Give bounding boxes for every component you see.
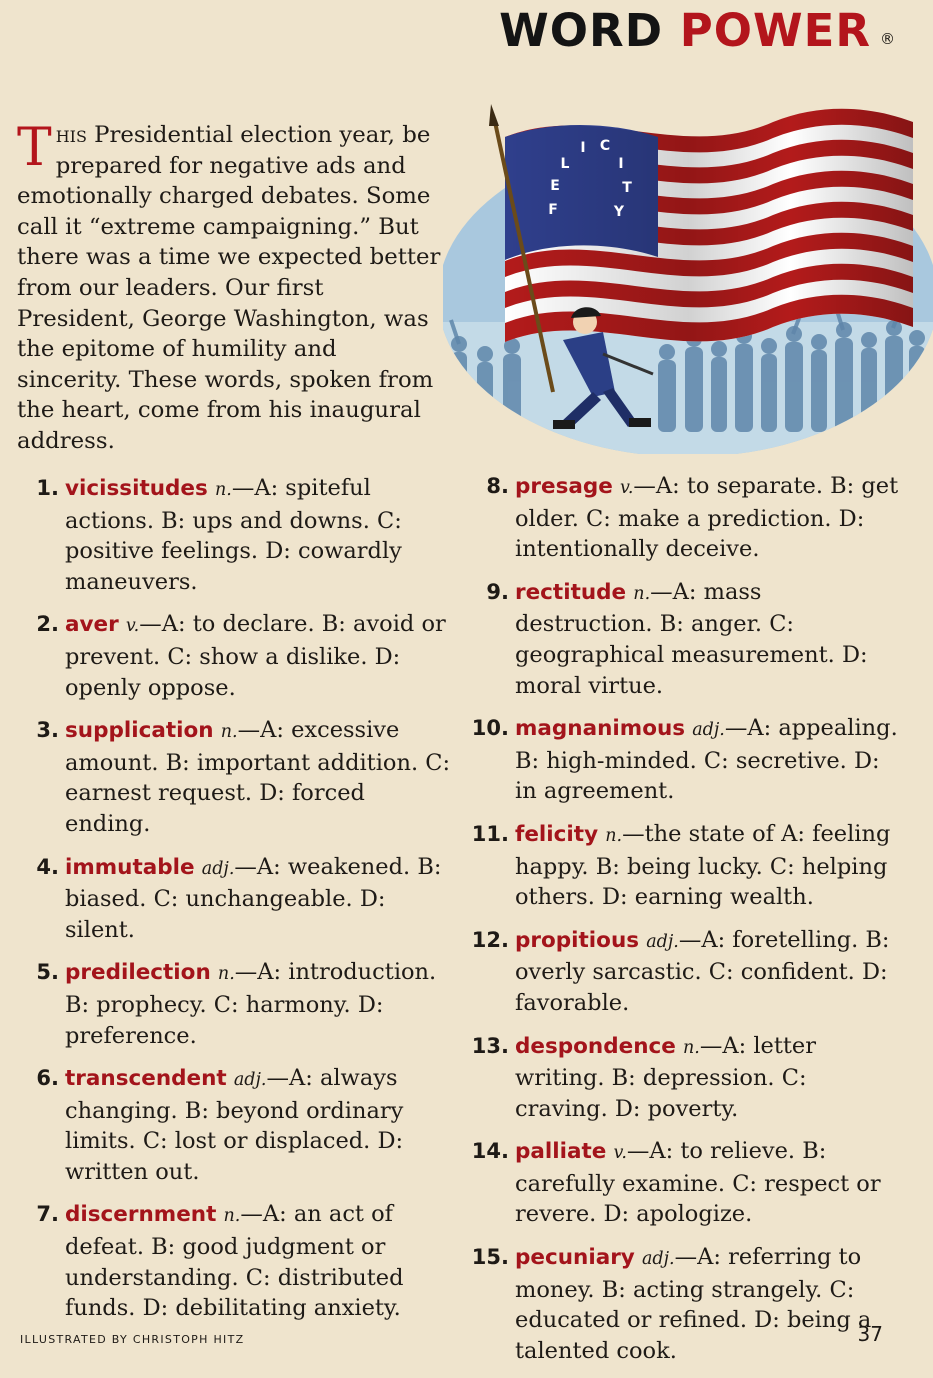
part-of-speech: v. xyxy=(613,1143,627,1164)
definition-options: —A: mass destruction. B: anger. C: geographical measurement. D: moral virtue. xyxy=(515,578,868,699)
part-of-speech: adj. xyxy=(646,931,679,952)
item-number: 13. xyxy=(471,1033,509,1058)
quiz-item xyxy=(467,1136,902,1230)
vocab-word: vicissitudes xyxy=(65,476,208,501)
item-number: 11. xyxy=(471,821,509,846)
flag-letter: I xyxy=(580,140,586,156)
item-number: 8. xyxy=(486,474,509,498)
vocab-word: supplication xyxy=(65,718,214,744)
item-number: 15. xyxy=(471,1245,509,1270)
part-of-speech: adj. xyxy=(201,858,235,879)
definition-options: —the state of A: feeling happy. B: being lucky. C: helping others. D: earning wealth. xyxy=(515,820,891,911)
item-number: 4. xyxy=(36,854,59,879)
intro-smallcaps: his xyxy=(55,122,87,148)
vocab-word: magnanimous xyxy=(515,716,686,742)
illustration-credit: ILLUSTRATED BY CHRISTOPH HITZ xyxy=(20,1333,245,1346)
part-of-speech: n. xyxy=(605,825,623,846)
definition-options: —A: to separate. B: get older. C: make a prediction. D: intentionally deceive. xyxy=(515,473,899,563)
flag-letter: L xyxy=(560,156,570,172)
quiz-item xyxy=(17,1199,452,1323)
definition-options: —A: referring to money. B: acting strangely. C: educated or refined. D: being a talented cook. xyxy=(515,1244,872,1364)
definition-options: —A: spiteful actions. B: ups and downs. C: positive feelings. D: cowardly maneuvers. xyxy=(65,475,402,595)
quiz-item xyxy=(467,925,902,1019)
quiz-item xyxy=(467,819,902,913)
definition-options: —A: foretelling. B: overly sarcastic. C: confident. D: favorable. xyxy=(515,926,890,1016)
quiz-item xyxy=(467,577,902,701)
quiz-item xyxy=(467,1242,902,1366)
quiz-item xyxy=(17,957,452,1051)
flag xyxy=(505,109,913,342)
item-number: 1. xyxy=(36,476,59,500)
flag-letter: C xyxy=(599,138,611,154)
vocab-word: rectitude xyxy=(515,579,627,605)
definition-options: —A: to declare. B: avoid or prevent. C: show a dislike. D: openly oppose. xyxy=(65,611,446,701)
page-title xyxy=(499,4,895,57)
quiz-item xyxy=(467,713,902,807)
vocab-word: presage xyxy=(515,474,613,499)
title-word: WORD xyxy=(499,4,664,57)
flag-letter: I xyxy=(618,156,624,172)
flag-letter: E xyxy=(550,178,560,194)
vocab-word: propitious xyxy=(515,927,640,953)
part-of-speech: n. xyxy=(220,722,238,743)
quiz-left-column xyxy=(17,473,452,1336)
vocab-word: despondence xyxy=(515,1033,676,1059)
part-of-speech: n. xyxy=(223,1206,241,1227)
item-number: 5. xyxy=(36,960,59,985)
vocab-word: felicity xyxy=(515,821,599,847)
vocab-word: discernment xyxy=(65,1202,217,1228)
item-number: 10. xyxy=(471,716,509,741)
definition-options: —A: to relieve. B: carefully examine. C: respect or revere. D: apologize. xyxy=(515,1138,881,1228)
definition-options: —A: always changing. B: beyond ordinary limits. C: lost or displaced. D: written out. xyxy=(65,1065,404,1185)
item-number: 14. xyxy=(471,1139,509,1164)
part-of-speech: n. xyxy=(633,583,651,604)
flag-illustration xyxy=(443,92,933,454)
page-number: 37 xyxy=(857,1322,883,1346)
flag-letter: T xyxy=(622,180,632,196)
part-of-speech: adj. xyxy=(692,720,725,741)
part-of-speech: v. xyxy=(125,616,140,637)
part-of-speech: n. xyxy=(683,1037,700,1058)
quiz-item xyxy=(17,473,452,597)
definition-options: —A: an act of defeat. B: good judgment or understanding. C: distributed funds. D: debilitating anxiety. xyxy=(65,1201,404,1322)
flag-letter: F xyxy=(548,202,558,218)
part-of-speech: adj. xyxy=(641,1249,675,1270)
vocab-word: transcendent xyxy=(65,1066,227,1092)
definition-options: —A: introduction. B: prophecy. C: harmony. D: preference. xyxy=(65,959,437,1049)
vocab-word: palliate xyxy=(515,1139,607,1165)
quiz-item xyxy=(17,609,452,703)
intro-paragraph xyxy=(17,120,442,457)
drop-cap: T xyxy=(17,118,52,178)
registered-mark: ® xyxy=(880,30,895,48)
title-power: POWER xyxy=(679,4,871,57)
item-number: 12. xyxy=(471,927,509,952)
flag-letter: Y xyxy=(613,204,625,220)
quiz-right-column xyxy=(467,471,902,1378)
item-number: 9. xyxy=(486,579,509,604)
definition-options: —A: appealing. B: high-minded. C: secretive. D: in agreement. xyxy=(515,715,898,805)
vocab-word: aver xyxy=(65,612,119,638)
intro-text: Presidential election year, be prepared for negative ads and emotionally charged debates. Some call it “extreme campaigning.” But there was a time we expected better from our leaders. Our first President, George Washington, was the epitome of humility and sincerity. These words, spoken from the heart, come from his inaugural address. xyxy=(17,122,441,454)
part-of-speech: n. xyxy=(214,480,232,500)
part-of-speech: n. xyxy=(217,964,235,985)
part-of-speech: v. xyxy=(620,478,634,498)
item-number: 2. xyxy=(36,612,59,637)
quiz-item xyxy=(17,715,452,839)
vocab-word: pecuniary xyxy=(515,1245,635,1271)
quiz-item xyxy=(467,1031,902,1125)
quiz-item xyxy=(17,1063,452,1187)
item-number: 7. xyxy=(36,1202,59,1227)
vocab-word: immutable xyxy=(65,854,195,880)
vocab-word: predilection xyxy=(65,960,211,986)
item-number: 3. xyxy=(36,718,59,743)
quiz-item xyxy=(467,471,902,565)
quiz-item xyxy=(17,852,452,946)
definition-options: —A: weakened. B: biased. C: unchangeable. D: silent. xyxy=(65,853,442,943)
item-number: 6. xyxy=(36,1066,59,1091)
part-of-speech: adj. xyxy=(233,1070,267,1091)
definition-options: —A: excessive amount. B: important addition. C: earnest request. D: forced ending. xyxy=(65,717,451,837)
definition-options: —A: letter writing. B: depression. C: craving. D: poverty. xyxy=(515,1032,816,1122)
